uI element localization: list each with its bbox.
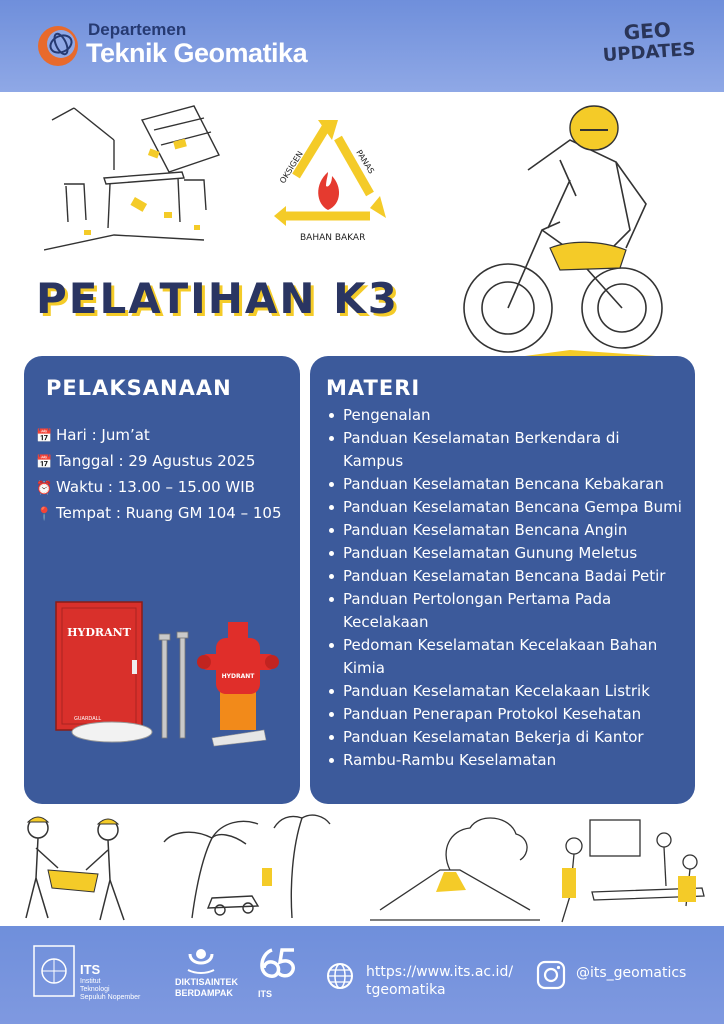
- triangle-label-fuel: BAHAN BAKAR: [300, 233, 366, 243]
- badge-line-1: GEO: [622, 17, 672, 45]
- geo-updates-badge: [601, 17, 696, 67]
- badge-line-2: UPDATES: [602, 38, 697, 67]
- its-65-anniversary-logo-icon: [252, 944, 300, 984]
- materi-list: [326, 404, 682, 772]
- diktisaintek-wordmark: [175, 977, 238, 999]
- info-date-text: Tanggal : 29 Agustus 2025: [56, 452, 256, 470]
- department-name: Teknik Geomatika: [86, 38, 308, 68]
- calendar-icon: 📅: [36, 455, 53, 470]
- diktisaintek-logo-icon: [184, 946, 218, 976]
- materi-item: Panduan Keselamatan Bencana Kebakaran: [326, 473, 682, 496]
- header-bar: [0, 0, 724, 92]
- materi-item: Panduan Keselamatan Bekerja di Kantor: [326, 726, 682, 749]
- cabinet-label: HYDRANT: [67, 626, 131, 639]
- alarm-clock-icon: ⏰: [36, 481, 53, 496]
- windstorm-illustration: [162, 808, 332, 926]
- info-day: [36, 426, 150, 444]
- materi-item: Panduan Keselamatan Bencana Gempa Bumi: [326, 496, 682, 519]
- department-label: Departemen: [88, 20, 187, 39]
- materi-heading: MATERI: [326, 376, 421, 400]
- triangle-label-oxygen: OKSIGEN: [278, 149, 305, 186]
- materi-item: Panduan Pertolongan Pertama Pada Kecelakaan: [326, 588, 682, 634]
- website-link[interactable]: [366, 963, 513, 999]
- materi-item: Panduan Keselamatan Kecelakaan Listrik: [326, 680, 682, 703]
- cabinet-brand: GUARDALL: [74, 716, 102, 722]
- pillar-label: HYDRANT: [221, 673, 255, 680]
- its-emblem-icon: [32, 944, 76, 998]
- fire-triangle-diagram: [252, 112, 404, 264]
- materi-item: Panduan Keselamatan Berkendara di Kampus: [326, 427, 682, 473]
- materi-item: Panduan Keselamatan Gunung Meletus: [326, 542, 682, 565]
- dikti-line-2: BERDAMPAK: [175, 988, 233, 998]
- geomatika-logo-icon: [32, 22, 80, 70]
- materi-item: Pedoman Keselamatan Kecelakaan Bahan Kimia: [326, 634, 682, 680]
- office-meeting-illustration: [552, 816, 712, 926]
- earthquake-room-illustration: [44, 100, 234, 255]
- volcano-illustration: [370, 810, 540, 926]
- instagram-icon[interactable]: [536, 960, 566, 990]
- its-sub-3: Sepuluh Nopember: [80, 994, 141, 1001]
- pushpin-icon: 📍: [36, 507, 53, 522]
- info-day-text: Hari : Jum’at: [56, 426, 150, 444]
- page-title: PELATIHAN K3: [36, 274, 399, 323]
- website-url-line-1: https://www.its.ac.id/: [366, 964, 514, 980]
- materi-item: Pengenalan: [326, 404, 682, 427]
- website-url-line-2: tgeomatika: [366, 982, 446, 998]
- hydrant-equipment-illustration: [52, 598, 282, 748]
- anniversary-its-label: ITS: [258, 989, 273, 999]
- globe-icon[interactable]: [326, 962, 354, 990]
- materi-item: Rambu-Rambu Keselamatan: [326, 749, 682, 772]
- motorcycle-rider-illustration: [450, 100, 680, 370]
- info-time: [36, 478, 255, 496]
- info-date: [36, 452, 255, 470]
- info-place-text: Tempat : Ruang GM 104 – 105: [56, 504, 282, 522]
- instagram-handle[interactable]: @its_geomatics: [576, 965, 687, 981]
- calendar-icon: 📅: [36, 429, 53, 444]
- its-wordmark: ITS: [80, 962, 101, 977]
- first-aid-rescuers-illustration: [8, 808, 148, 926]
- materi-item: Panduan Keselamatan Bencana Badai Petir: [326, 565, 682, 588]
- dikti-line-1: DIKTISAINTEK: [175, 977, 238, 987]
- pelaksanaan-heading: PELAKSANAAN: [46, 376, 232, 400]
- its-sub-1: Institut: [80, 978, 101, 985]
- its-sub-2: Teknologi: [80, 986, 110, 993]
- info-place: [36, 504, 282, 522]
- materi-item: Panduan Penerapan Protokol Kesehatan: [326, 703, 682, 726]
- materi-item: Panduan Keselamatan Bencana Angin: [326, 519, 682, 542]
- triangle-label-heat: PANAS: [354, 148, 376, 176]
- info-time-text: Waktu : 13.00 – 15.00 WIB: [56, 478, 255, 496]
